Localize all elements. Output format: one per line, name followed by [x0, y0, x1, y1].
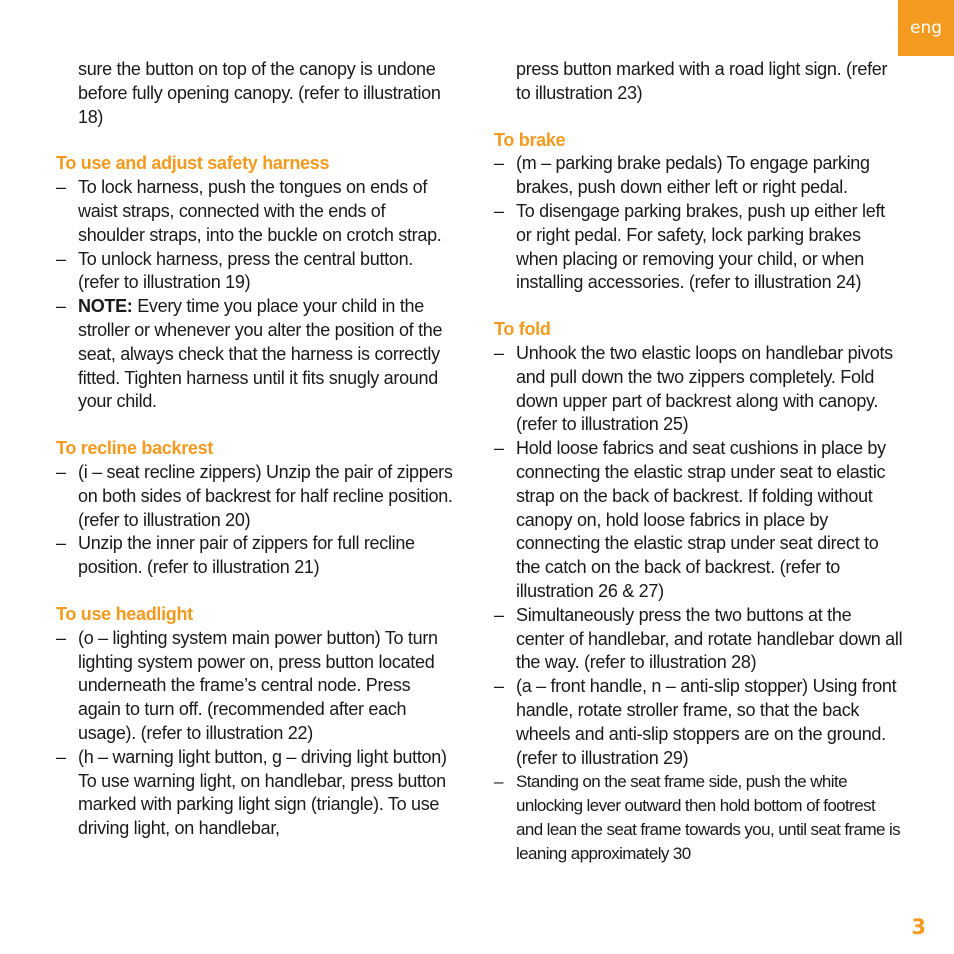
- continued-paragraph: sure the button on top of the canopy is undone before fully opening canopy. (refer to illustration 18): [78, 59, 441, 127]
- list-item: – (h – warning light button, g – driving light button) To use warning light, on handlebar, press button marked with parking light sign (triangle). To use driving light, on handlebar,: [56, 746, 456, 841]
- language-tab: eng: [898, 0, 954, 56]
- list-item: – Hold loose fabrics and seat cushions in place by connecting the elastic strap under seat to elastic strap on the back of backrest. If folding without canopy on, hold loose fabrics in place by connecting the elastic strap under seat direct to the catch on the back of backrest. (refer to illustration 26 & 27): [494, 437, 904, 604]
- recline-backrest-list: [56, 461, 456, 580]
- list-item: – (m – parking brake pedals) To engage parking brakes, push down either left or right pedal.: [494, 152, 904, 200]
- brake-list: [494, 152, 904, 295]
- note-item: [56, 295, 456, 414]
- list-item: – Standing on the seat frame side, push the white unlocking lever outward then hold bottom of footrest and lean the seat frame towards you, until seat frame is leaning approximately 30: [494, 770, 904, 865]
- headlight-list: [56, 627, 456, 841]
- right-column: [494, 58, 904, 866]
- note-label: NOTE:: [78, 296, 133, 317]
- page-number: 3: [911, 915, 926, 939]
- continued-paragraph: press button marked with a road light sign. (refer to illustration 23): [516, 59, 888, 103]
- list-item: – To unlock harness, press the central button. (refer to illustration 19): [56, 248, 456, 296]
- list-item: – To disengage parking brakes, push up either left or right pedal. For safety, lock parking brakes when placing or removing your child, or when installing accessories. (refer to illustration 24): [494, 200, 904, 295]
- list-item: – (a – front handle, n – anti-slip stopper) Using front handle, rotate stroller frame, so that the back wheels and anti-slip stoppers are on the ground. (refer to illustration 29): [494, 675, 904, 770]
- fold-list: [494, 342, 904, 866]
- section-heading-fold: To fold: [494, 319, 551, 340]
- list-item: – Unzip the inner pair of zippers for full recline position. (refer to illustration 21): [56, 532, 456, 580]
- section-heading-brake: To brake: [494, 129, 566, 150]
- safety-harness-list: [56, 176, 456, 414]
- list-item: – Simultaneously press the two buttons at the center of handlebar, and rotate handlebar down all the way. (refer to illustration 28): [494, 604, 904, 675]
- list-item: – To lock harness, push the tongues on ends of waist straps, connected with the ends of shoulder straps, into the buckle on crotch strap.: [56, 176, 456, 247]
- list-item: – Unhook the two elastic loops on handlebar pivots and pull down the two zippers completely. Fold down upper part of backrest along with canopy. (refer to illustration 25): [494, 342, 904, 437]
- section-heading-safety-harness: To use and adjust safety harness: [56, 153, 330, 174]
- section-heading-recline-backrest: To recline backrest: [56, 438, 214, 459]
- list-item: – (i – seat recline zippers) Unzip the pair of zippers on both sides of backrest for half recline position. (refer to illustration 20): [56, 461, 456, 532]
- note-text: Every time you place your child in the stroller or whenever you alter the position of the seat, always check that the harness is correctly fitted. Tighten harness until it fits snugly around your child.: [78, 296, 443, 412]
- left-column: [56, 58, 456, 841]
- section-heading-headlight: To use headlight: [56, 603, 193, 624]
- list-item: – (o – lighting system main power button) To turn lighting system power on, press button located underneath the frame’s central node. Press again to turn off. (recommended after each usage). (refer to illustration 22): [56, 627, 456, 746]
